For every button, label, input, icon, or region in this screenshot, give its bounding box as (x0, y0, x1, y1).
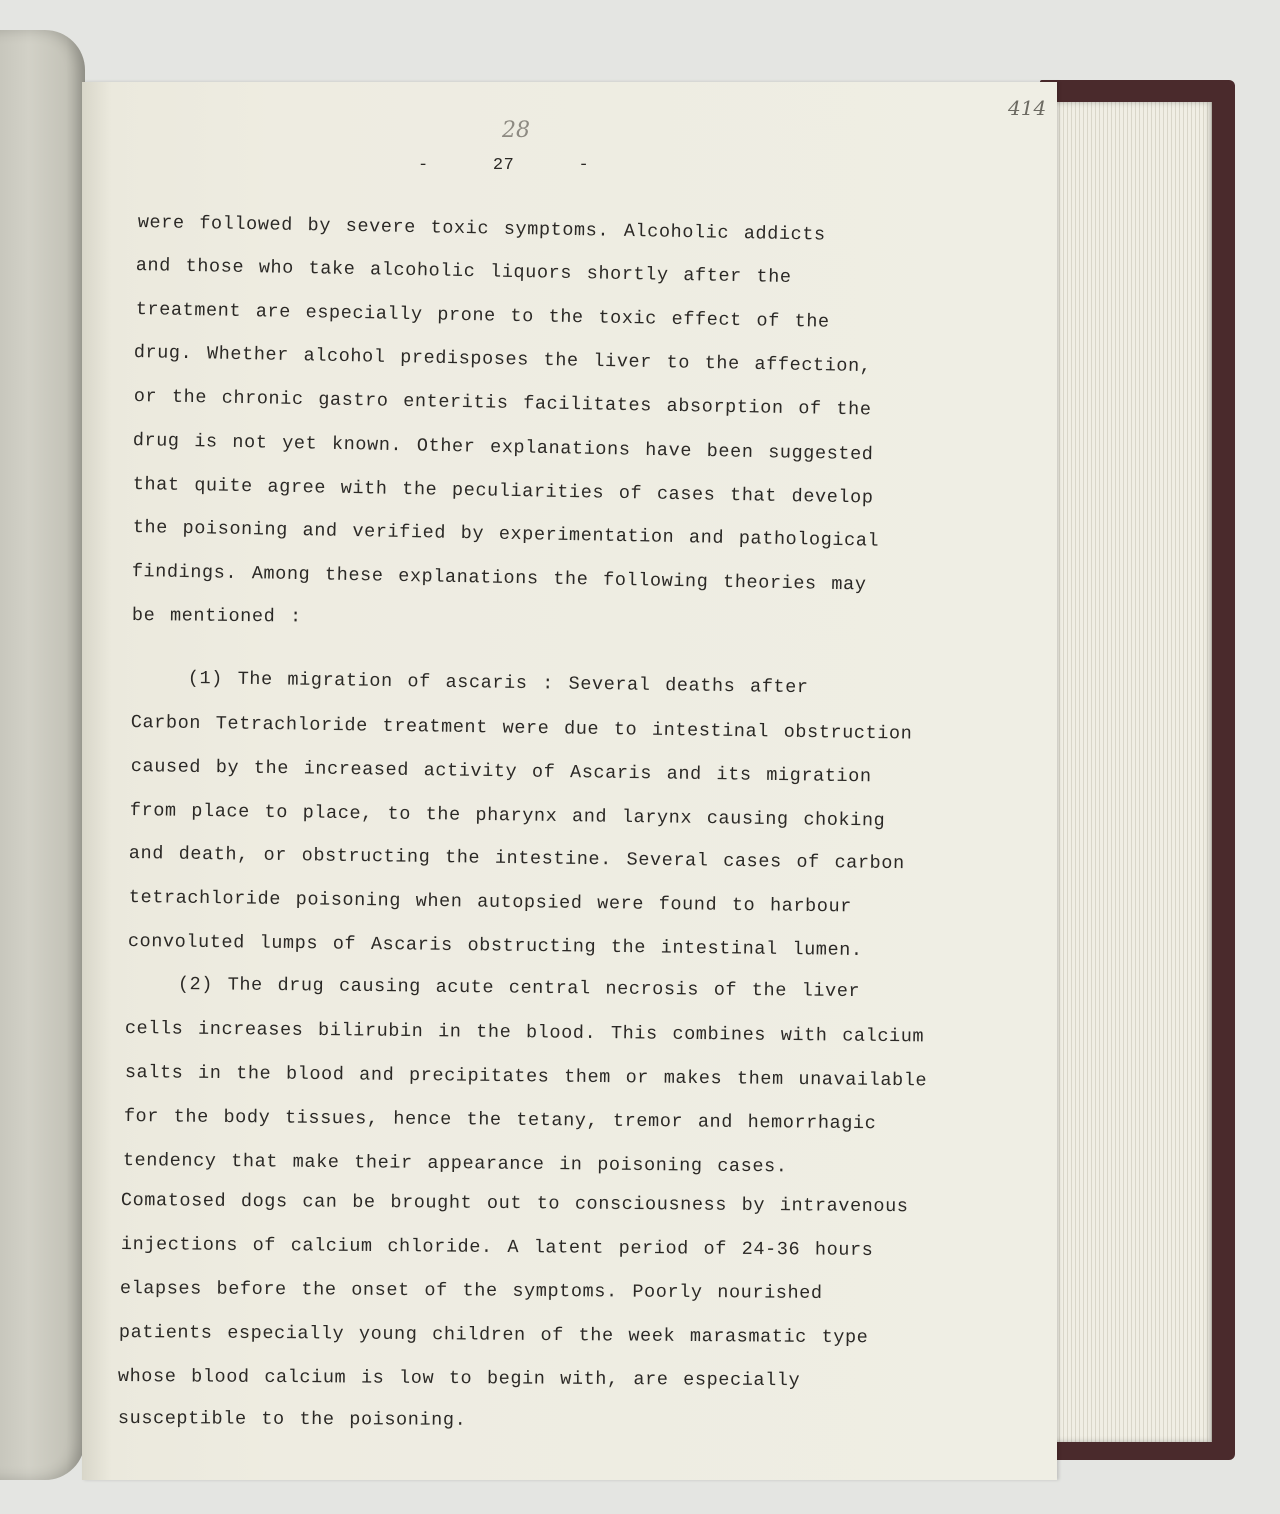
text-line: convoluted lumps of Ascaris obstructing the intestinal lumen. (127, 931, 863, 961)
text-line: and death, or obstructing the intestine. Several cases of carbon (128, 843, 905, 875)
text-line: that quite agree with the peculiarities of cases that develop (132, 474, 874, 509)
text-line: from place to place, to the pharynx and larynx causing choking (129, 800, 886, 832)
text-line: cells increases bilirubin in the blood. This combines with calcium (124, 1018, 925, 1048)
text-line: tendency that make their appearance in poisoning cases. (122, 1150, 788, 1178)
text-line: patients especially young children of the week marasmatic type (118, 1322, 869, 1349)
text-line: whose blood calcium is low to begin with, are especially (117, 1366, 801, 1392)
text-line: findings. Among these explanations the following theories may (131, 561, 867, 596)
text-line: caused by the increased activity of Ascaris and its migration (130, 756, 872, 788)
folio-number: 414 (1008, 96, 1047, 120)
left-page-edge (0, 30, 85, 1480)
pencil-page-number: 28 (502, 118, 530, 143)
text-line: and those who take alcoholic liquors shortly after the (135, 255, 792, 289)
text-line: drug is not yet known. Other explanations have been suggested (132, 430, 874, 466)
text-line: tetrachloride poisoning when autopsied were found to harbour (128, 887, 853, 918)
text-line: were followed by severe toxic symptoms. Alcoholic addicts (137, 212, 826, 246)
text-line: the poisoning and verified by experimentation and pathological (132, 517, 880, 552)
text-line: susceptible to the poisoning. (117, 1408, 467, 1431)
page-edges (1052, 102, 1212, 1442)
text-line: (1) The migration of ascaris : Several deaths after (187, 668, 809, 699)
text-line: drug. Whether alcohol predisposes the liver to the affection, (133, 342, 872, 378)
page-number: - 27 - (418, 156, 590, 175)
text-line: be mentioned : (131, 605, 302, 628)
text-line: (2) The drug causing acute central necrosis of the liver (177, 974, 861, 1003)
text-line: for the body tissues, hence the tetany, tremor and hemorrhagic (123, 1106, 877, 1135)
text-line: injections of calcium chloride. A latent period of 24-36 hours (120, 1234, 874, 1261)
text-line: Carbon Tetrachloride treatment were due to intestinal obstruction (130, 712, 913, 745)
text-line: elapses before the onset of the symptoms. Poorly nourished (119, 1278, 823, 1304)
text-line: or the chronic gastro enteritis facilitates absorption of the (133, 386, 872, 421)
text-line: treatment are especially prone to the toxic effect of the (135, 299, 830, 333)
text-line: Comatosed dogs can be brought out to consciousness by intravenous (120, 1190, 909, 1218)
text-line: salts in the blood and precipitates them or makes them unavailable (124, 1062, 928, 1092)
